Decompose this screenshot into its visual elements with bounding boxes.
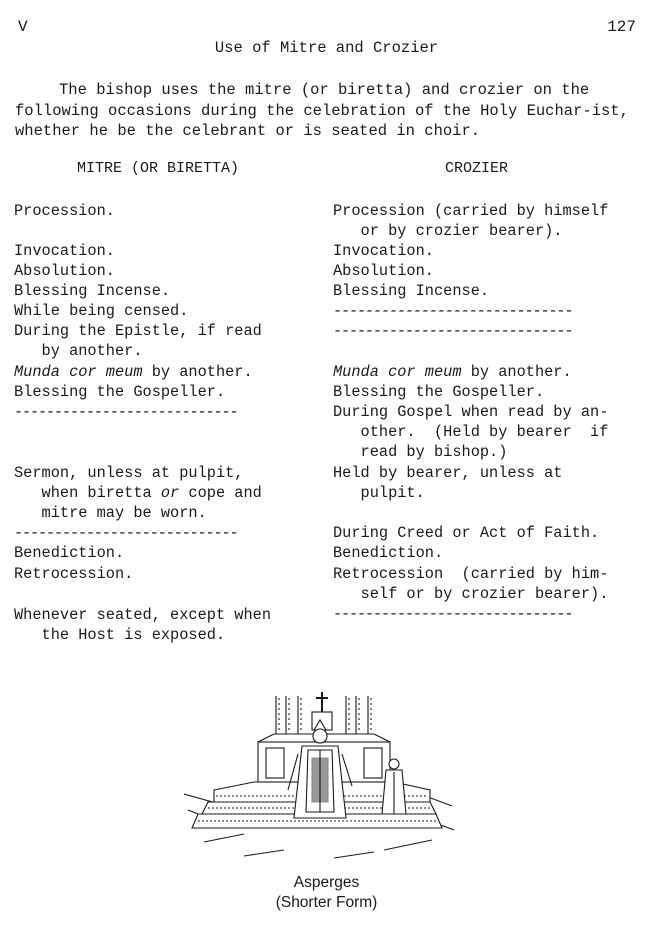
crozier-gospel-cont-2: read by bishop.) (333, 443, 508, 461)
crozier-divider-3: ------------------------------ (333, 605, 573, 623)
crozier-invocation: Invocation. (333, 242, 434, 260)
crozier-gospel-cont: other. (Held by bearer if (333, 423, 609, 441)
sermon-text-b: cope and (179, 484, 262, 502)
mitre-divider-1: ---------------------------- (14, 403, 238, 421)
mitre-seated-cont: the Host is exposed. (14, 626, 226, 644)
illustration-caption: Asperges (Shorter Form) (275, 874, 378, 911)
mitre-epistle: During the Epistle, if read (14, 322, 262, 340)
crozier-procession: Procession (carried by himself (333, 202, 609, 220)
mitre-blessing-incense: Blessing Incense. (14, 282, 171, 300)
munda-cor-meum-italic: Munda cor meum (14, 363, 143, 381)
mitre-sermon: Sermon, unless at pulpit, (14, 464, 244, 482)
munda-rest: by another. (461, 363, 572, 381)
right-column-heading: CROZIER (445, 160, 509, 177)
crozier-retrocession-cont: self or by crozier bearer). (333, 585, 609, 603)
mitre-divider-2: ---------------------------- (14, 524, 238, 542)
crozier-procession-cont: or by crozier bearer). (333, 222, 563, 240)
sermon-or-italic: or (160, 484, 180, 502)
crozier-gospeller: Blessing the Gospeller. (333, 383, 545, 401)
crozier-benediction: Benediction. (333, 544, 444, 562)
sermon-text-a: when biretta (14, 484, 161, 502)
mitre-epistle-cont: by another. (14, 342, 143, 360)
mitre-invocation: Invocation. (14, 242, 115, 260)
left-column-heading: MITRE (OR BIRETTA) (77, 160, 240, 177)
mitre-censed: While being censed. (14, 302, 189, 320)
mitre-absolution: Absolution. (14, 262, 115, 280)
crozier-held-cont: pulpit. (333, 484, 425, 502)
mitre-munda (14, 362, 253, 382)
crozier-blessing-incense: Blessing Incense. (333, 282, 490, 300)
intro-text: The bishop uses the mitre (or biretta) and crozier on the following occasions during the celebration of the Holy Euchar-ist, whether he be the celebrant or is seated in choir. (15, 81, 629, 140)
intro-paragraph (15, 80, 640, 142)
munda-cor-meum-italic: Munda cor meum (333, 363, 462, 381)
mitre-gospeller: Blessing the Gospeller. (14, 383, 226, 401)
crozier-absolution: Absolution. (333, 262, 434, 280)
section-number: V (18, 18, 28, 36)
mitre-procession: Procession. (14, 202, 115, 220)
asperges-illustration (184, 690, 456, 862)
munda-rest: by another. (142, 363, 253, 381)
crozier-munda (333, 362, 572, 382)
page-title: Use of Mitre and Crozier (214, 39, 439, 57)
mitre-benediction: Benediction. (14, 544, 125, 562)
mitre-sermon-cont-2: mitre may be worn. (14, 504, 207, 522)
mitre-sermon-cont (14, 483, 262, 503)
crozier-gospel: During Gospel when read by an- (333, 403, 609, 421)
mitre-seated: Whenever seated, except when (14, 606, 272, 624)
crozier-held: Held by bearer, unless at (333, 464, 563, 482)
crozier-retrocession: Retrocession (carried by him- (333, 565, 609, 583)
mitre-retrocession: Retrocession. (14, 565, 134, 583)
page-number: 127 (607, 18, 636, 36)
crozier-divider-1: ------------------------------ (333, 302, 573, 320)
crozier-creed: During Creed or Act of Faith. (333, 524, 600, 542)
crozier-divider-2: ------------------------------ (333, 322, 573, 340)
